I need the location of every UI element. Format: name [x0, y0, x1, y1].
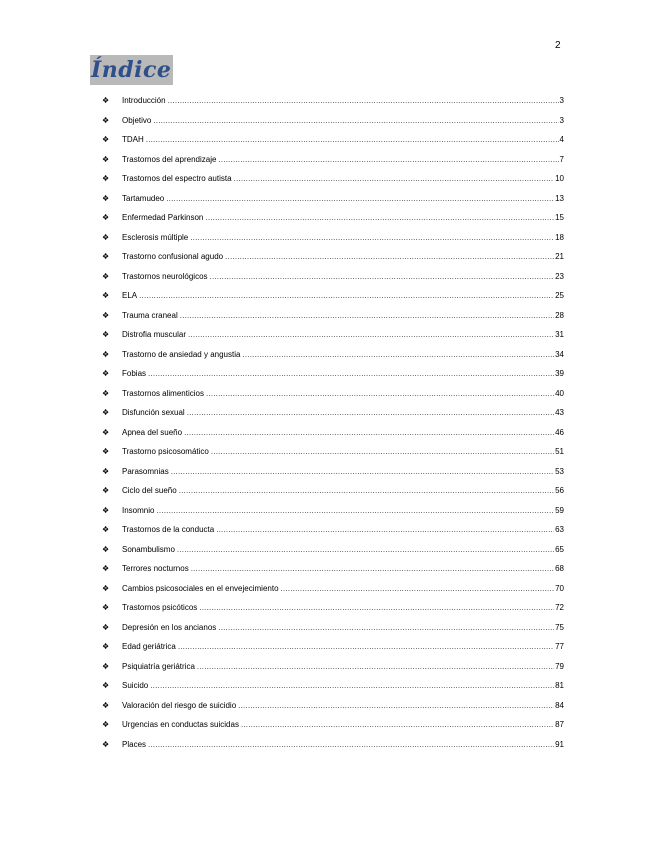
toc-entry-page: 39: [555, 369, 564, 378]
toc-entry-page: 68: [555, 564, 564, 573]
toc-entry-label: Suicido: [122, 681, 149, 690]
toc-entry-label: Places: [122, 739, 147, 749]
toc-entry-label: Trastornos psicóticos: [122, 603, 198, 612]
dot-leader: [148, 369, 554, 378]
toc-entry[interactable]: [102, 389, 564, 409]
toc-entry[interactable]: [102, 252, 564, 272]
toc-entry-label: Trastorno psicosomático: [122, 447, 209, 456]
toc-entry[interactable]: [102, 194, 564, 214]
toc-entry-page: 18: [555, 232, 564, 242]
dot-leader: [184, 428, 554, 437]
dot-leader: [241, 720, 554, 729]
toc-entry[interactable]: [102, 681, 564, 701]
diamond-bullet-icon: ❖: [102, 252, 110, 261]
diamond-bullet-icon: ❖: [102, 193, 110, 203]
toc-entry-page: 25: [555, 291, 564, 300]
toc-entry-page: 40: [555, 388, 564, 398]
toc-entry-label: Distrofia muscular: [122, 330, 187, 339]
page-number: 2: [555, 40, 561, 51]
dot-leader: [199, 603, 554, 612]
toc-entry[interactable]: [102, 350, 564, 370]
dot-leader: [153, 116, 558, 125]
diamond-bullet-icon: ❖: [102, 661, 110, 671]
toc-entry-page: 84: [555, 700, 564, 710]
toc-entry[interactable]: [102, 233, 564, 253]
toc-entry-page: 59: [555, 505, 564, 515]
toc-entry-page: 21: [555, 252, 564, 261]
diamond-bullet-icon: ❖: [102, 681, 110, 690]
diamond-bullet-icon: ❖: [102, 232, 110, 242]
toc-entry-label: Insomnio: [122, 505, 155, 515]
diamond-bullet-icon: ❖: [102, 330, 110, 339]
diamond-bullet-icon: ❖: [102, 369, 110, 378]
toc-entry[interactable]: [102, 213, 564, 233]
diamond-bullet-icon: ❖: [102, 700, 110, 710]
toc-entry[interactable]: [102, 155, 564, 175]
toc-entry-label: Valoración del riesgo de suicidio: [122, 700, 237, 710]
diamond-bullet-icon: ❖: [102, 291, 110, 300]
toc-entry-label: Cambios psicosociales en el envejecimiento: [122, 583, 279, 593]
toc-entry-label: Trastornos del espectro autista: [122, 174, 232, 183]
toc-entry-label: Tartamudeo: [122, 193, 165, 203]
dot-leader: [218, 623, 554, 632]
toc-entry-page: 3: [559, 115, 564, 125]
dot-leader: [242, 350, 554, 359]
toc-entry-page: 28: [555, 310, 564, 320]
toc-entry-label: Parasomnias: [122, 466, 169, 476]
dot-leader: [178, 642, 554, 651]
page-title: Índice: [91, 57, 172, 83]
toc-entry[interactable]: [102, 408, 564, 428]
toc-entry[interactable]: [102, 623, 564, 643]
toc-entry[interactable]: [102, 564, 564, 584]
dot-leader: [179, 486, 554, 495]
toc-entry[interactable]: [102, 545, 564, 565]
diamond-bullet-icon: ❖: [102, 544, 110, 554]
toc-entry[interactable]: [102, 272, 564, 292]
dot-leader: [180, 311, 554, 320]
table-of-contents: [102, 96, 564, 759]
toc-entry-label: Fobias: [122, 369, 147, 378]
dot-leader: [211, 447, 554, 456]
diamond-bullet-icon: ❖: [102, 505, 110, 515]
toc-entry[interactable]: [102, 603, 564, 623]
diamond-bullet-icon: ❖: [102, 603, 110, 612]
toc-entry[interactable]: [102, 642, 564, 662]
diamond-bullet-icon: ❖: [102, 310, 110, 320]
toc-entry-page: 79: [555, 661, 564, 671]
dot-leader: [150, 681, 554, 690]
dot-leader: [166, 194, 554, 203]
diamond-bullet-icon: ❖: [102, 115, 110, 125]
diamond-bullet-icon: ❖: [102, 271, 110, 281]
diamond-bullet-icon: ❖: [102, 388, 110, 398]
toc-entry-page: 7: [559, 154, 564, 164]
toc-entry-page: 15: [555, 213, 564, 222]
toc-entry-page: 91: [555, 739, 564, 749]
toc-entry-page: 23: [555, 271, 564, 281]
toc-entry[interactable]: [102, 311, 564, 331]
toc-entry[interactable]: [102, 330, 564, 350]
diamond-bullet-icon: ❖: [102, 720, 110, 729]
diamond-bullet-icon: ❖: [102, 622, 110, 632]
diamond-bullet-icon: ❖: [102, 739, 110, 749]
toc-entry-label: Terrores nocturnos: [122, 564, 189, 573]
diamond-bullet-icon: ❖: [102, 427, 110, 437]
toc-entry-page: 63: [555, 525, 564, 534]
diamond-bullet-icon: ❖: [102, 96, 110, 105]
toc-entry-label: Trastornos alimenticios: [122, 388, 204, 398]
dot-leader: [168, 96, 559, 105]
toc-entry-page: 72: [555, 603, 564, 612]
diamond-bullet-icon: ❖: [102, 349, 110, 359]
toc-entry-page: 13: [555, 193, 564, 203]
dot-leader: [234, 174, 555, 183]
toc-entry-page: 3: [559, 96, 564, 105]
toc-entry-label: Ciclo del sueño: [122, 486, 177, 495]
toc-entry-page: 10: [555, 174, 564, 183]
dot-leader: [177, 545, 554, 554]
dot-leader: [197, 662, 554, 671]
dot-leader: [281, 584, 555, 593]
dot-leader: [206, 389, 554, 398]
toc-entry-label: Apnea del sueño: [122, 427, 183, 437]
title-highlight: [90, 55, 173, 85]
toc-entry[interactable]: [102, 584, 564, 604]
toc-entry-label: Sonambulismo: [122, 544, 175, 554]
diamond-bullet-icon: ❖: [102, 213, 110, 222]
toc-entry-page: 4: [559, 135, 564, 144]
toc-entry-page: 70: [555, 583, 564, 593]
toc-entry-label: Enfermedad Parkinson: [122, 213, 204, 222]
toc-entry-label: Trastorno confusional agudo: [122, 252, 224, 261]
diamond-bullet-icon: ❖: [102, 486, 110, 495]
dot-leader: [205, 213, 554, 222]
toc-entry[interactable]: [102, 506, 564, 526]
dot-leader: [171, 467, 554, 476]
toc-entry[interactable]: [102, 135, 564, 155]
diamond-bullet-icon: ❖: [102, 408, 110, 417]
toc-entry[interactable]: [102, 116, 564, 136]
toc-entry[interactable]: [102, 662, 564, 682]
toc-entry-label: Urgencias en conductas suicidas: [122, 720, 239, 729]
diamond-bullet-icon: ❖: [102, 583, 110, 593]
toc-entry-page: 43: [555, 408, 564, 417]
toc-entry-page: 87: [555, 720, 564, 729]
toc-entry-label: Trastornos de la conducta: [122, 525, 215, 534]
toc-entry-label: Edad geriátrica: [122, 642, 176, 651]
toc-entry-label: Psiquiatría geriátrica: [122, 661, 195, 671]
dot-leader: [187, 408, 554, 417]
toc-entry[interactable]: [102, 525, 564, 545]
dot-leader: [139, 291, 554, 300]
toc-entry[interactable]: [102, 291, 564, 311]
dot-leader: [216, 525, 554, 534]
diamond-bullet-icon: ❖: [102, 564, 110, 573]
dot-leader: [238, 701, 554, 710]
toc-entry-page: 31: [555, 330, 564, 339]
dot-leader: [156, 506, 554, 515]
toc-entry-label: ELA: [122, 291, 138, 300]
toc-entry-page: 77: [555, 642, 564, 651]
dot-leader: [225, 252, 554, 261]
toc-entry[interactable]: [102, 486, 564, 506]
toc-entry[interactable]: [102, 701, 564, 721]
toc-entry-label: Introducción: [122, 96, 166, 105]
dot-leader: [190, 233, 554, 242]
toc-entry-label: Disfunción sexual: [122, 408, 185, 417]
diamond-bullet-icon: ❖: [102, 154, 110, 164]
toc-entry-page: 75: [555, 622, 564, 632]
diamond-bullet-icon: ❖: [102, 135, 110, 144]
toc-entry-label: Trauma craneal: [122, 310, 178, 320]
toc-entry-label: Trastornos neurológicos: [122, 271, 208, 281]
dot-leader: [218, 155, 558, 164]
toc-entry-page: 56: [555, 486, 564, 495]
diamond-bullet-icon: ❖: [102, 466, 110, 476]
dot-leader: [191, 564, 554, 573]
toc-entry[interactable]: [102, 428, 564, 448]
toc-entry[interactable]: [102, 447, 564, 467]
toc-entry-page: 81: [555, 681, 564, 690]
dot-leader: [148, 740, 554, 749]
toc-entry[interactable]: [102, 467, 564, 487]
toc-entry-page: 53: [555, 466, 564, 476]
toc-entry[interactable]: [102, 369, 564, 389]
diamond-bullet-icon: ❖: [102, 525, 110, 534]
toc-entry-label: TDAH: [122, 135, 144, 144]
toc-entry[interactable]: [102, 720, 564, 740]
toc-entry-page: 34: [555, 349, 564, 359]
toc-entry-label: Depresión en los ancianos: [122, 622, 217, 632]
toc-entry-page: 46: [555, 427, 564, 437]
toc-entry-label: Esclerosis múltiple: [122, 232, 189, 242]
toc-entry-label: Objetivo: [122, 115, 152, 125]
toc-entry-page: 51: [555, 447, 564, 456]
diamond-bullet-icon: ❖: [102, 642, 110, 651]
toc-entry[interactable]: [102, 740, 564, 760]
dot-leader: [146, 135, 559, 144]
toc-entry-label: Trastorno de ansiedad y angustia: [122, 349, 241, 359]
toc-entry[interactable]: [102, 96, 564, 116]
toc-entry[interactable]: [102, 174, 564, 194]
toc-entry-page: 65: [555, 544, 564, 554]
toc-entry-label: Trastornos del aprendizaje: [122, 154, 217, 164]
dot-leader: [188, 330, 554, 339]
diamond-bullet-icon: ❖: [102, 174, 110, 183]
dot-leader: [210, 272, 555, 281]
diamond-bullet-icon: ❖: [102, 447, 110, 456]
